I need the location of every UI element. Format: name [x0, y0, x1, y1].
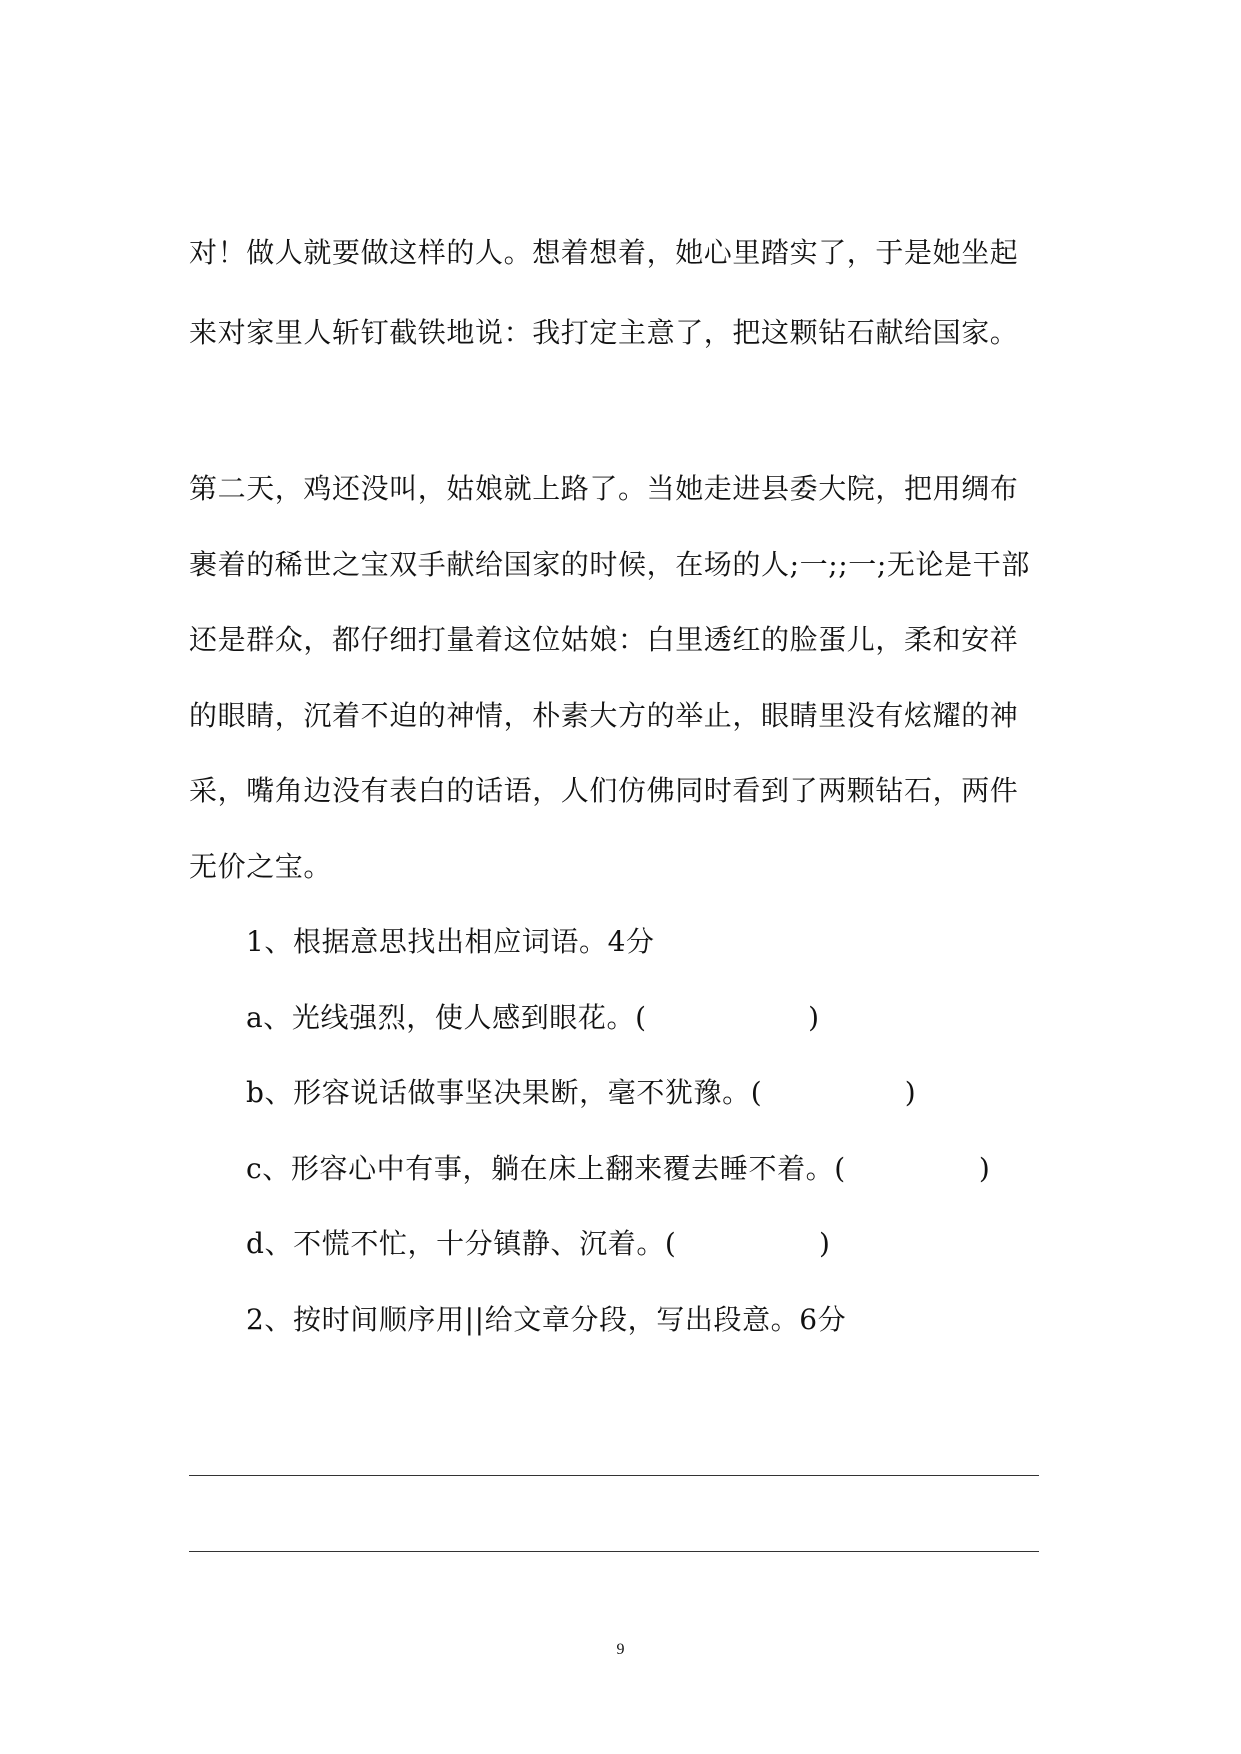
- question-2: 2、按时间顺序用||给文章分段，写出段意。6分: [246, 1303, 847, 1336]
- question-1b: b、形容说话做事坚决果断，毫不犹豫。( ): [246, 1076, 917, 1109]
- paragraph-2-line-5: 采，嘴角边没有表白的话语，人们仿佛同时看到了两颗钻石，两件: [189, 774, 1019, 807]
- paragraph-2-line-1: 第二天，鸡还没叫，姑娘就上路了。当她走进县委大院，把用绸布: [189, 472, 1019, 505]
- paragraph-2-line-6: 无价之宝。: [189, 850, 333, 883]
- paragraph-2-line-3: 还是群众，都仔细打量着这位姑娘：白里透红的脸蛋儿，柔和安祥: [189, 623, 1019, 656]
- question-1c: c、形容心中有事，躺在床上翻来覆去睡不着。( ): [246, 1152, 991, 1185]
- paragraph-2-line-4: 的眼睛，沉着不迫的神情，朴素大方的举止，眼睛里没有炫耀的神: [189, 699, 1019, 732]
- answer-line-2: [189, 1551, 1039, 1552]
- page-number: 9: [616, 1641, 625, 1658]
- question-1d: d、不慌不忙，十分镇静、沉着。( ): [246, 1227, 831, 1260]
- question-1a: a、光线强烈，使人感到眼花。( ): [246, 1001, 820, 1034]
- paragraph-1-line-2: 来对家里人斩钉截铁地说：我打定主意了，把这颗钻石献给国家。: [189, 316, 1019, 349]
- paragraph-2-line-2: 裹着的稀世之宝双手献给国家的时候，在场的人;一;;一;无论是干部: [189, 548, 1030, 581]
- question-1: 1、根据意思找出相应词语。4分: [246, 925, 655, 958]
- paragraph-1-line-1: 对！做人就要做这样的人。想着想着，她心里踏实了，于是她坐起: [189, 236, 1019, 269]
- answer-line-1: [189, 1475, 1039, 1476]
